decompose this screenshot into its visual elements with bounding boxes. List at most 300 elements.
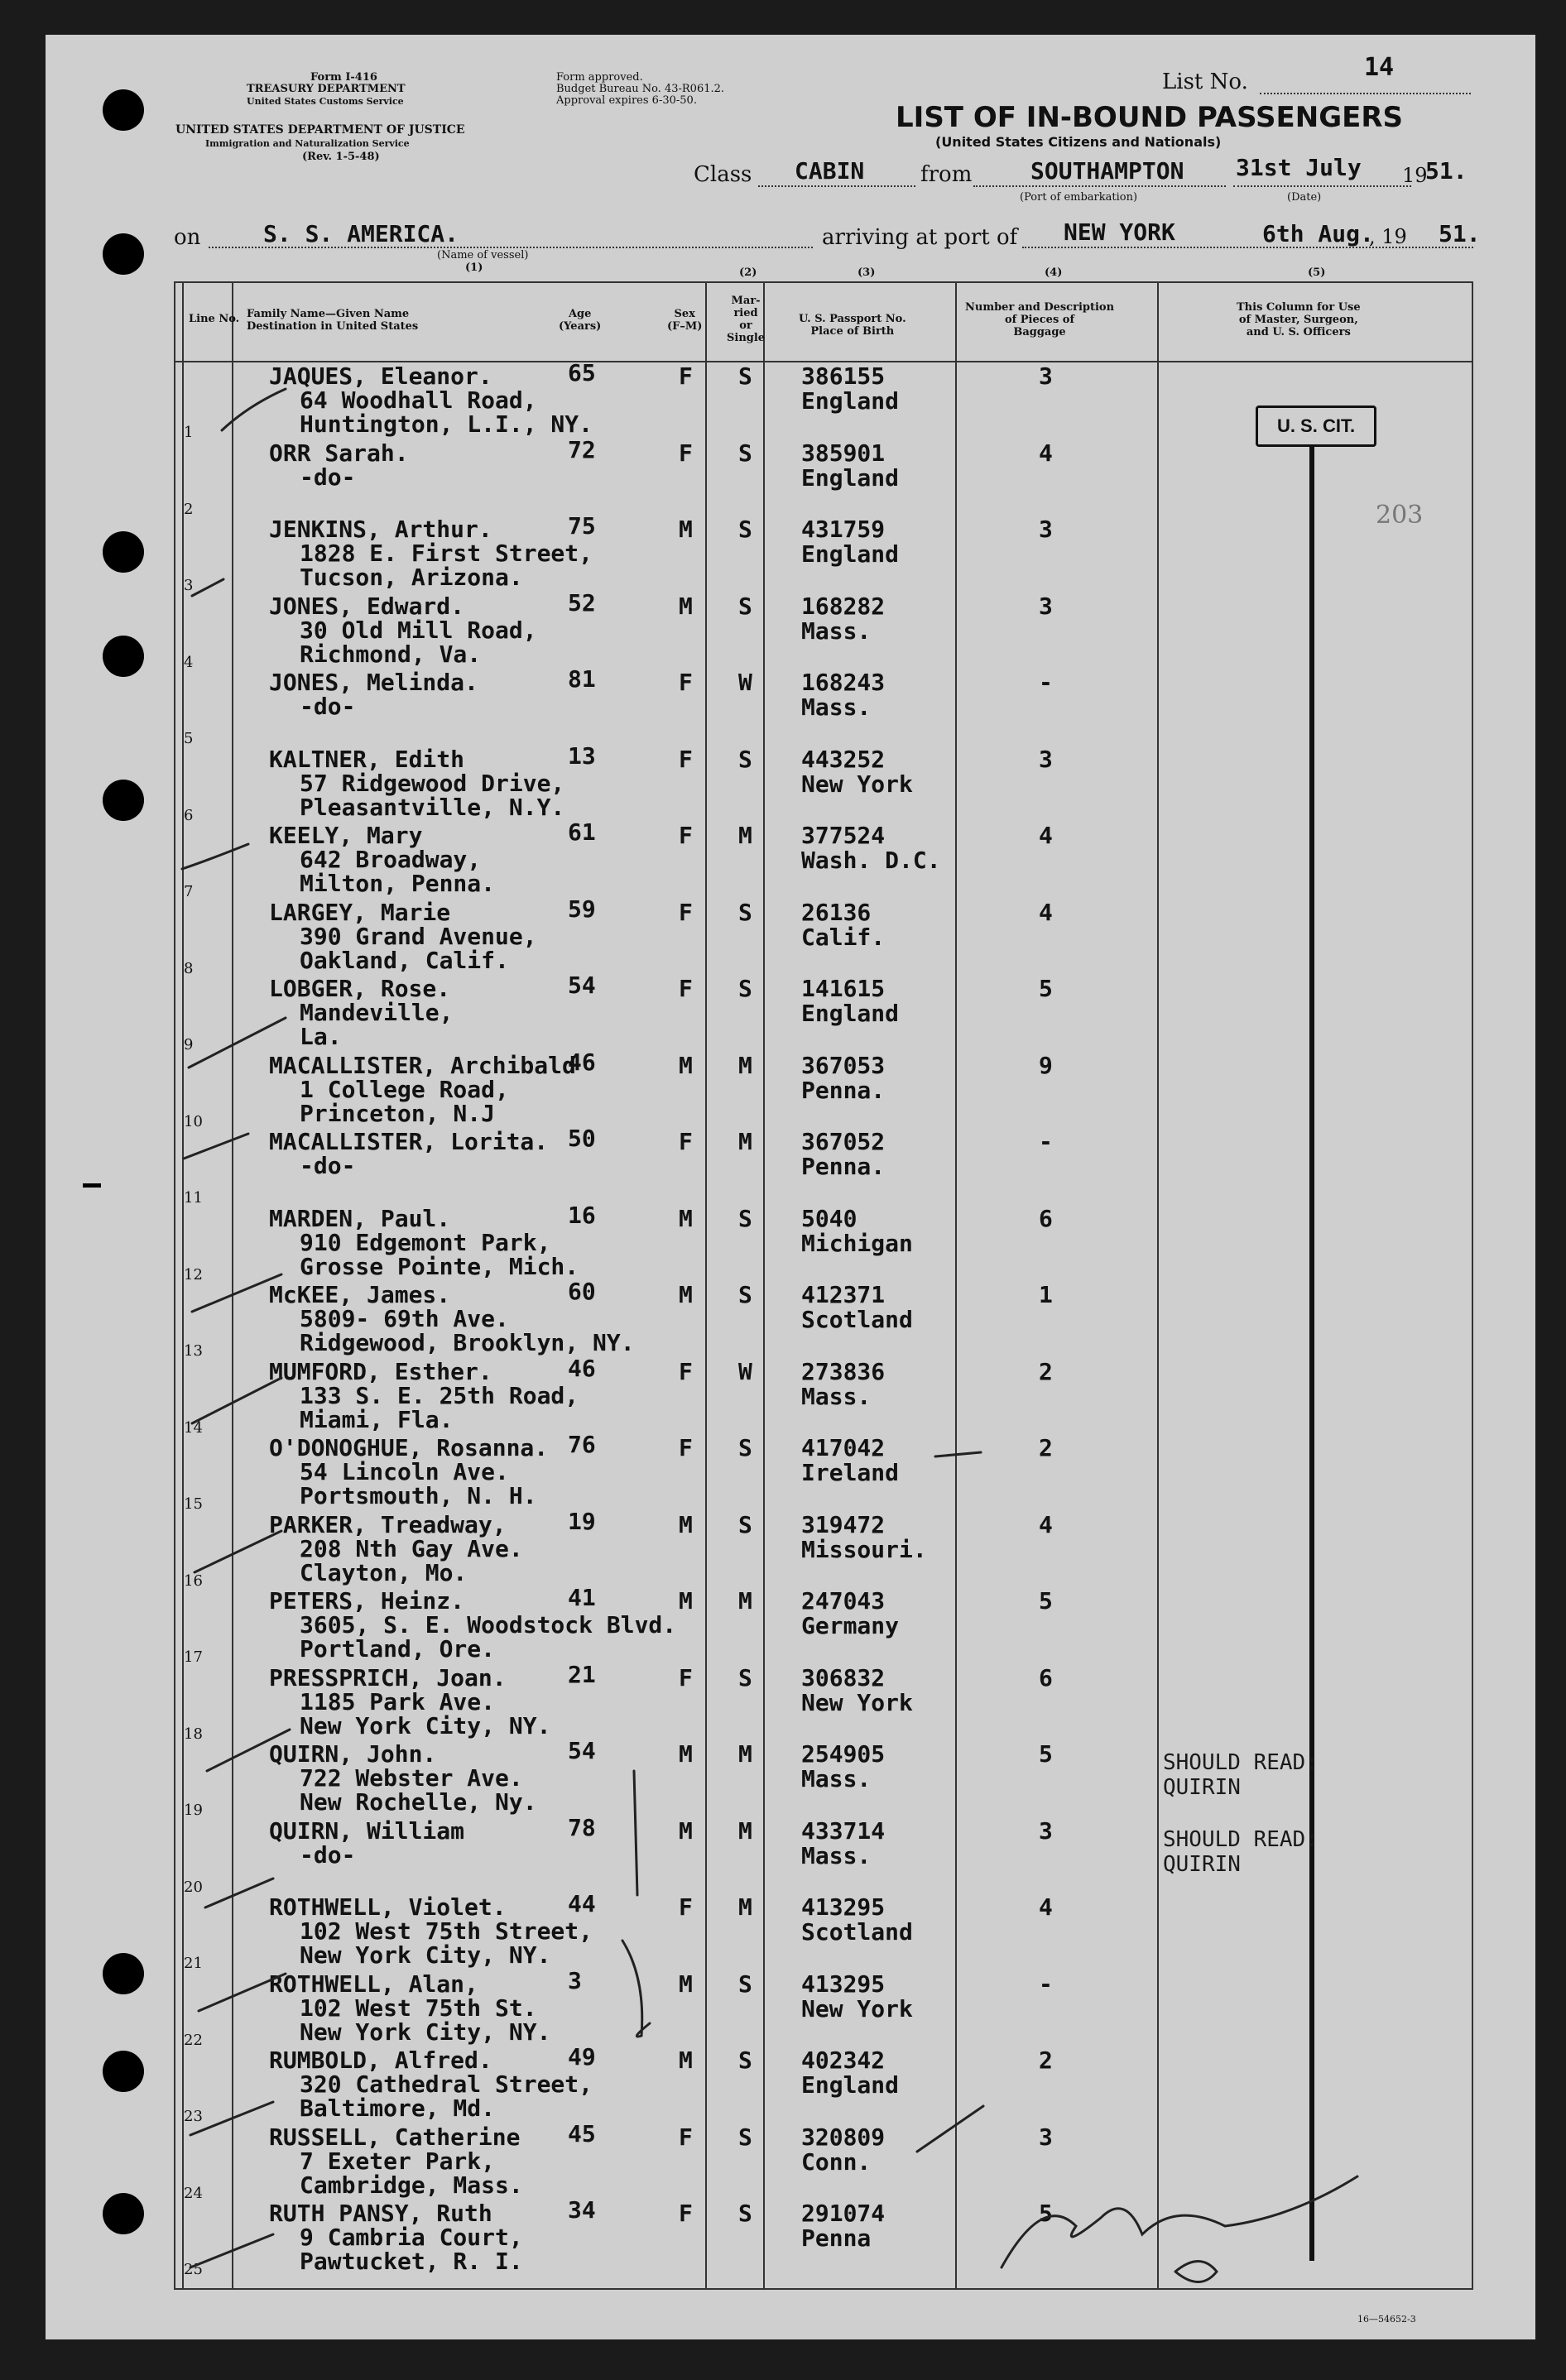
place-of-birth: Mass. xyxy=(801,1382,872,1410)
passenger-marital-status: M xyxy=(738,822,752,849)
header-baggage: Number and Description of Pieces of Baggage xyxy=(965,301,1115,338)
passenger-address-line-1: 7 Exeter Park, xyxy=(300,2147,496,2175)
line-number: 19 xyxy=(184,1802,203,1819)
line-number: 1 xyxy=(184,424,194,441)
passenger-marital-status: M xyxy=(738,1816,752,1845)
baggage-count: 6 xyxy=(1039,1663,1053,1691)
table-row xyxy=(0,741,1566,824)
place-of-birth: Missouri. xyxy=(801,1535,927,1563)
place-of-birth: New York xyxy=(801,1994,913,2023)
line-number: 22 xyxy=(184,2031,203,2049)
embarkation-port: SOUTHAMPTON xyxy=(1030,157,1184,185)
passenger-sex: M xyxy=(679,1970,693,1998)
passenger-age: 46 xyxy=(568,1048,596,1076)
baggage-count: 6 xyxy=(1039,1204,1053,1232)
binder-hole xyxy=(103,89,144,131)
passport-number: 417042 xyxy=(801,1434,886,1461)
line-number: 5 xyxy=(184,730,194,747)
passenger-address-line-2: Miami, Fla. xyxy=(300,1405,454,1433)
place-of-birth: England xyxy=(801,463,900,492)
table-row xyxy=(0,665,1566,747)
passport-number: 367052 xyxy=(801,1128,886,1155)
passenger-sex: F xyxy=(679,2123,693,2151)
passenger-address-line-2: New York City, NY. xyxy=(300,1941,551,1969)
passenger-name: JONES, Melinda. xyxy=(269,669,478,696)
baggage-count: 3 xyxy=(1039,2123,1053,2151)
passenger-sex: F xyxy=(679,1893,693,1921)
passenger-sex: F xyxy=(679,1128,693,1155)
baggage-count: 3 xyxy=(1039,1816,1053,1845)
passenger-address-line-1: -do- xyxy=(300,693,356,720)
passenger-age: 65 xyxy=(568,359,596,386)
passenger-rows xyxy=(0,359,1566,2284)
passenger-sex: F xyxy=(679,2200,693,2227)
place-of-birth: Mass. xyxy=(801,1841,872,1869)
passenger-address-line-2: Baltimore, Md. xyxy=(300,2094,496,2122)
passenger-address-line-1: 722 Webster Ave. xyxy=(300,1764,523,1792)
passenger-address-line-1: -do- xyxy=(300,463,356,491)
baggage-count: 5 xyxy=(1039,1740,1053,1768)
place-of-birth: England xyxy=(801,540,900,568)
passenger-address-line-2: Richmond, Va. xyxy=(300,640,482,668)
passenger-address-line-1: 64 Woodhall Road, xyxy=(300,386,537,414)
passenger-address-line-1: 57 Ridgewood Drive, xyxy=(300,769,565,797)
passenger-marital-status: M xyxy=(738,1740,752,1768)
passenger-sex: M xyxy=(679,1051,693,1079)
passenger-marital-status: S xyxy=(738,1204,752,1232)
passenger-address-line-2: Oakland, Calif. xyxy=(300,946,509,974)
passenger-sex: F xyxy=(679,362,693,390)
passenger-address-line-2: Princeton, N.J xyxy=(300,1099,496,1127)
passenger-marital-status: S xyxy=(738,2047,752,2074)
passenger-name: JENKINS, Arthur. xyxy=(269,516,492,543)
passport-number: 306832 xyxy=(801,1663,886,1691)
baggage-count: - xyxy=(1039,1970,1053,1998)
place-of-birth: New York xyxy=(801,1688,913,1716)
passenger-name: ORR Sarah. xyxy=(269,439,409,467)
passenger-sex: M xyxy=(679,1281,693,1308)
line-number: 2 xyxy=(184,500,194,518)
passenger-address-line-2: Tucson, Arizona. xyxy=(300,564,523,591)
officer-note: SHOULD READ: xyxy=(1163,1826,1319,1852)
passport-number: 168243 xyxy=(801,669,886,696)
form-revision: (Rev. 1-5-48) xyxy=(302,151,380,163)
on-label: on xyxy=(174,225,201,250)
baggage-count: 2 xyxy=(1039,1357,1053,1385)
place-of-birth: Penna xyxy=(801,2224,872,2252)
passenger-name: LARGEY, Marie xyxy=(269,898,451,926)
place-of-birth: Scotland xyxy=(801,1918,913,1946)
passport-number: 431759 xyxy=(801,516,886,543)
passport-number: 443252 xyxy=(801,745,886,773)
passport-number: 412371 xyxy=(801,1281,886,1308)
place-of-birth: England xyxy=(801,1000,900,1027)
arrival-port: NEW YORK xyxy=(1064,218,1175,246)
passport-number: 26136 xyxy=(801,898,872,926)
passenger-sex: M xyxy=(679,516,693,543)
passenger-age: 60 xyxy=(568,1278,596,1305)
passenger-marital-status: M xyxy=(738,1893,752,1921)
passenger-name: MACALLISTER, Lorita. xyxy=(269,1128,549,1155)
passenger-address-line-1: 642 Broadway, xyxy=(300,846,482,873)
passenger-name: JAQUES, Eleanor. xyxy=(269,362,492,390)
from-line xyxy=(973,185,1226,187)
table-row xyxy=(0,2196,1566,2278)
passenger-sex: M xyxy=(679,1740,693,1768)
passenger-address-line-1: 910 Edgemont Park, xyxy=(300,1228,551,1256)
place-of-birth: Conn. xyxy=(801,2147,872,2176)
table-row xyxy=(0,588,1566,671)
passport-number: 385901 xyxy=(801,439,886,467)
passenger-name: KALTNER, Edith xyxy=(269,745,465,773)
col-num-5: (5) xyxy=(1308,266,1326,279)
embarkation-year: 51. xyxy=(1425,157,1468,185)
passport-number: 377524 xyxy=(801,822,886,849)
header-line-no: Line No. xyxy=(189,313,240,325)
margin-number: 203 xyxy=(1376,501,1424,530)
passenger-name: MARDEN, Paul. xyxy=(269,1204,451,1232)
passenger-sex: F xyxy=(679,1663,693,1691)
table-row xyxy=(0,1966,1566,2049)
place-of-birth: Michigan xyxy=(801,1229,913,1257)
line-number: 14 xyxy=(184,1418,203,1437)
line-number: 6 xyxy=(184,806,194,824)
place-of-birth: New York xyxy=(801,770,913,798)
passport-number: 273836 xyxy=(801,1357,886,1385)
table-row xyxy=(0,1278,1566,1360)
passenger-marital-status: S xyxy=(738,1970,752,1998)
passport-number: 141615 xyxy=(801,975,886,1002)
table-row xyxy=(0,1431,1566,1513)
immigration-service: Immigration and Naturalization Service xyxy=(205,138,410,149)
passenger-marital-status: S xyxy=(738,745,752,773)
passenger-address-line-2: Pawtucket, R. I. xyxy=(300,2248,523,2275)
passport-number: 367053 xyxy=(801,1051,886,1079)
passenger-name: PRESSPRICH, Joan. xyxy=(269,1663,507,1691)
passenger-age: 52 xyxy=(568,588,596,617)
baggage-count: 4 xyxy=(1039,898,1053,926)
passenger-marital-status: S xyxy=(738,898,752,926)
baggage-count: 3 xyxy=(1039,362,1053,390)
date-line xyxy=(1233,185,1411,187)
line-number: 11 xyxy=(184,1189,203,1207)
passenger-age: 54 xyxy=(568,1737,596,1764)
passenger-name: QUIRN, John. xyxy=(269,1740,437,1768)
baggage-count: 2 xyxy=(1039,2047,1053,2074)
place-of-birth: England xyxy=(801,2071,900,2099)
baggage-count: 5 xyxy=(1039,2200,1053,2227)
place-of-birth: Scotland xyxy=(801,1306,913,1333)
passenger-marital-status: S xyxy=(738,1434,752,1461)
passenger-address-line-1: 390 Grand Avenue, xyxy=(300,922,537,950)
passenger-age: 13 xyxy=(568,741,596,770)
table-row xyxy=(0,359,1566,441)
table-row xyxy=(0,1660,1566,1743)
line-number: 13 xyxy=(184,1342,203,1360)
line-number: 23 xyxy=(184,2108,203,2125)
table-row xyxy=(0,972,1566,1053)
form-subtitle: (United States Citizens and Nationals) xyxy=(935,134,1222,150)
passenger-name: ROTHWELL, Violet. xyxy=(269,1893,507,1921)
passenger-name: PETERS, Heinz. xyxy=(269,1587,465,1615)
passenger-address-line-2: Pleasantville, N.Y. xyxy=(300,793,565,821)
baggage-count: 5 xyxy=(1039,1587,1053,1615)
line-number: 18 xyxy=(184,1725,203,1743)
passenger-name: RUTH PANSY, Ruth xyxy=(269,2200,492,2227)
header-officers: This Column for Use of Master, Surgeon, and U. S. Officers xyxy=(1237,301,1361,338)
passenger-marital-status: S xyxy=(738,2123,752,2151)
form-number: Form I-416 xyxy=(310,71,377,84)
table-row xyxy=(0,1584,1566,1666)
list-no-line xyxy=(1260,93,1471,94)
col-num-3: (3) xyxy=(857,266,876,279)
passenger-address-line-2: Ridgewood, Brooklyn, NY. xyxy=(300,1329,635,1356)
passenger-address-line-1: 1185 Park Ave. xyxy=(300,1687,496,1715)
table-row xyxy=(0,1507,1566,1590)
passport-number: 168282 xyxy=(801,592,886,620)
approval-line-3: Approval expires 6-30-50. xyxy=(556,94,697,107)
header-passport: U. S. Passport No. Place of Birth xyxy=(799,313,906,338)
us-citizen-stamp: U. S. CIT. xyxy=(1256,405,1376,447)
passport-number: 254905 xyxy=(801,1740,886,1768)
table-row xyxy=(0,1125,1566,1207)
table-row xyxy=(0,1048,1566,1130)
line-number: 20 xyxy=(184,1878,203,1896)
passport-number: 5040 xyxy=(801,1204,857,1232)
passenger-marital-status: W xyxy=(738,669,752,696)
passport-number: 320809 xyxy=(801,2123,886,2151)
passenger-age: 61 xyxy=(568,818,596,846)
passenger-name: McKEE, James. xyxy=(269,1281,451,1308)
passport-number: 433714 xyxy=(801,1816,886,1845)
passenger-sex: F xyxy=(679,745,693,773)
baggage-count: 2 xyxy=(1039,1434,1053,1461)
passenger-marital-status: S xyxy=(738,2200,752,2227)
passenger-name: RUMBOLD, Alfred. xyxy=(269,2047,492,2074)
passenger-sex: M xyxy=(679,1204,693,1232)
baggage-count: - xyxy=(1039,669,1053,696)
officer-note-correction: QUIRIN xyxy=(1163,1851,1241,1877)
passenger-address-line-1: 1 College Road, xyxy=(300,1075,509,1103)
approval-line-2: Budget Bureau No. 43-R061.2. xyxy=(556,83,725,95)
passenger-address-line-1: Mandeville, xyxy=(300,999,454,1026)
passenger-age: 41 xyxy=(568,1584,596,1611)
table-row xyxy=(0,1201,1566,1284)
passenger-age: 44 xyxy=(568,1890,596,1917)
passport-number: 319472 xyxy=(801,1510,886,1538)
class-line xyxy=(758,185,915,187)
col-num-2: (2) xyxy=(739,266,757,279)
passenger-sex: F xyxy=(679,1434,693,1461)
passenger-address-line-2: Portland, Ore. xyxy=(300,1635,496,1663)
passenger-name: JONES, Edward. xyxy=(269,592,465,620)
passenger-age: 59 xyxy=(568,895,596,923)
passenger-name: RUSSELL, Catherine xyxy=(269,2123,521,2151)
passenger-address-line-2: Milton, Penna. xyxy=(300,870,496,897)
baggage-count: 5 xyxy=(1039,975,1053,1002)
passenger-sex: F xyxy=(679,898,693,926)
passenger-name: O'DONOGHUE, Rosanna. xyxy=(269,1434,549,1461)
passenger-marital-status: S xyxy=(738,362,752,390)
arrival-year: 51. xyxy=(1439,220,1481,247)
list-no-label: List No. xyxy=(1162,70,1248,94)
passenger-age: 45 xyxy=(568,2119,596,2147)
passenger-name: MACALLISTER, Archibald xyxy=(269,1051,576,1079)
embarkation-caption: (Port of embarkation) xyxy=(1020,191,1138,204)
passenger-marital-status: S xyxy=(738,1281,752,1308)
header-age: Age (Years) xyxy=(559,308,602,333)
passenger-age: 72 xyxy=(568,435,596,463)
passenger-name: QUIRN, William xyxy=(269,1816,465,1845)
passenger-age: 75 xyxy=(568,512,596,540)
passenger-sex: M xyxy=(679,1816,693,1845)
passenger-age: 19 xyxy=(568,1507,596,1535)
table-row xyxy=(0,1354,1566,1437)
passenger-sex: F xyxy=(679,1357,693,1385)
passenger-name: ROTHWELL, Alan, xyxy=(269,1970,478,1998)
baggage-count: 4 xyxy=(1039,1510,1053,1538)
passenger-marital-status: S xyxy=(738,516,752,543)
officer-note: SHOULD READ: xyxy=(1163,1750,1319,1775)
place-of-birth: England xyxy=(801,387,900,415)
passenger-age: 46 xyxy=(568,1354,596,1382)
baggage-count: 9 xyxy=(1039,1051,1053,1079)
baggage-count: 3 xyxy=(1039,745,1053,773)
passenger-marital-status: M xyxy=(738,1587,752,1615)
passport-number: 402342 xyxy=(801,2047,886,2074)
passenger-address-line-2: Cambridge, Mass. xyxy=(300,2171,523,2199)
place-of-birth: Ireland xyxy=(801,1459,900,1486)
passenger-address-line-1: 5809- 69th Ave. xyxy=(300,1305,509,1332)
passenger-marital-status: W xyxy=(738,1357,752,1385)
table-row xyxy=(0,2043,1566,2125)
passenger-address-line-1: 208 Nth Gay Ave. xyxy=(300,1534,523,1562)
baggage-count: - xyxy=(1039,1128,1053,1155)
passenger-sex: M xyxy=(679,2047,693,2074)
line-number: 12 xyxy=(184,1265,203,1284)
passenger-marital-status: S xyxy=(738,439,752,467)
table-row xyxy=(0,1813,1566,1896)
passenger-name: PARKER, Treadway, xyxy=(269,1510,507,1538)
passenger-address-line-2: New York City, NY. xyxy=(300,2018,551,2046)
form-title: LIST OF IN-BOUND PASSENGERS xyxy=(896,101,1403,134)
vessel-name: S. S. AMERICA. xyxy=(263,220,459,247)
passenger-address-line-1: 9 Cambria Court, xyxy=(300,2224,523,2251)
passenger-address-line-1: 102 West 75th Street, xyxy=(300,1917,593,1945)
passenger-marital-status: M xyxy=(738,1128,752,1155)
line-number: 3 xyxy=(184,577,194,594)
list-no-value: 14 xyxy=(1364,53,1395,82)
justice-dept: UNITED STATES DEPARTMENT OF JUSTICE xyxy=(175,123,465,137)
passenger-address-line-1: -do- xyxy=(300,1152,356,1179)
passenger-address-line-2: Grosse Pointe, Mich. xyxy=(300,1252,579,1280)
date-caption: (Date) xyxy=(1287,191,1322,204)
passenger-address-line-2: New Rochelle, Ny. xyxy=(300,1788,537,1816)
baggage-count: 3 xyxy=(1039,592,1053,620)
passenger-name: KEELY, Mary xyxy=(269,822,423,849)
arrival-year-prefix: , 19 xyxy=(1369,225,1407,248)
baggage-count: 4 xyxy=(1039,1893,1053,1921)
line-number: 4 xyxy=(184,653,194,671)
passenger-marital-status: S xyxy=(738,1510,752,1538)
class-label: Class xyxy=(694,162,752,187)
passenger-address-line-1: 54 Lincoln Ave. xyxy=(300,1458,509,1485)
passenger-address-line-2: Clayton, Mo. xyxy=(300,1558,468,1586)
passenger-address-line-1: 3605, S. E. Woodstock Blvd. xyxy=(300,1611,677,1639)
passenger-address-line-1: 30 Old Mill Road, xyxy=(300,616,537,644)
approval-line-1: Form approved. xyxy=(556,71,643,84)
place-of-birth: Penna. xyxy=(801,1076,886,1104)
line-number: 25 xyxy=(184,2261,203,2278)
passenger-age: 3 xyxy=(568,1966,582,1994)
col-num-1: (1) xyxy=(465,262,483,274)
table-row xyxy=(0,895,1566,977)
place-of-birth: Mass. xyxy=(801,617,872,645)
passenger-age: 54 xyxy=(568,972,596,999)
passenger-sex: F xyxy=(679,822,693,849)
passenger-address-line-1: 1828 E. First Street, xyxy=(300,540,593,567)
passenger-address-line-1: 133 S. E. 25th Road, xyxy=(300,1381,579,1409)
passport-number: 291074 xyxy=(801,2200,886,2227)
passenger-address-line-2: Portsmouth, N. H. xyxy=(300,1482,537,1509)
arrival-date: 6th Aug. xyxy=(1262,220,1374,247)
place-of-birth: Penna. xyxy=(801,1153,886,1180)
passenger-sex: F xyxy=(679,439,693,467)
line-number: 8 xyxy=(184,959,194,977)
passenger-address-line-2: New York City, NY. xyxy=(300,1711,551,1739)
embarkation-date: 31st July xyxy=(1236,154,1362,181)
passenger-sex: F xyxy=(679,669,693,696)
line-number: 16 xyxy=(184,1571,203,1590)
table-row xyxy=(0,2119,1566,2202)
officer-note-correction: QUIRIN xyxy=(1163,1775,1241,1800)
place-of-birth: Germany xyxy=(801,1612,900,1639)
passport-number: 413295 xyxy=(801,1970,886,1998)
passenger-address-line-1: -do- xyxy=(300,1840,356,1869)
passenger-age: 34 xyxy=(568,2196,596,2224)
passenger-age: 81 xyxy=(568,665,596,693)
table-bottom-border xyxy=(174,2288,1473,2290)
passenger-address-line-1: 102 West 75th St. xyxy=(300,1994,537,2022)
line-number: 9 xyxy=(184,1036,194,1053)
table-row xyxy=(0,435,1566,518)
passenger-address-line-2: Huntington, L.I., NY. xyxy=(300,410,593,438)
table-row xyxy=(0,1737,1566,1819)
line-number: 21 xyxy=(184,1955,203,1972)
passenger-marital-status: S xyxy=(738,592,752,620)
passport-number: 247043 xyxy=(801,1587,886,1615)
passenger-age: 50 xyxy=(568,1125,596,1152)
year-prefix: 19 xyxy=(1402,164,1428,187)
passenger-name: LOBGER, Rose. xyxy=(269,975,451,1002)
header-sex: Sex (F–M) xyxy=(667,308,703,333)
passenger-marital-status: M xyxy=(738,1051,752,1079)
arriving-label: arriving at port of xyxy=(822,225,1018,250)
passenger-sex: M xyxy=(679,1587,693,1615)
passenger-age: 78 xyxy=(568,1813,596,1841)
passenger-name: MUMFORD, Esther. xyxy=(269,1357,492,1385)
place-of-birth: Calif. xyxy=(801,923,886,951)
header-name: Family Name—Given Name Destination in United States xyxy=(247,308,419,333)
place-of-birth: Wash. D.C. xyxy=(801,847,941,874)
treasury-dept: TREASURY DEPARTMENT xyxy=(247,83,406,95)
passenger-address-line-2: La. xyxy=(300,1023,342,1050)
passport-number: 413295 xyxy=(801,1893,886,1921)
passenger-age: 76 xyxy=(568,1431,596,1458)
passenger-marital-status: S xyxy=(738,975,752,1002)
passport-number: 386155 xyxy=(801,362,886,390)
line-number: 17 xyxy=(184,1648,203,1666)
